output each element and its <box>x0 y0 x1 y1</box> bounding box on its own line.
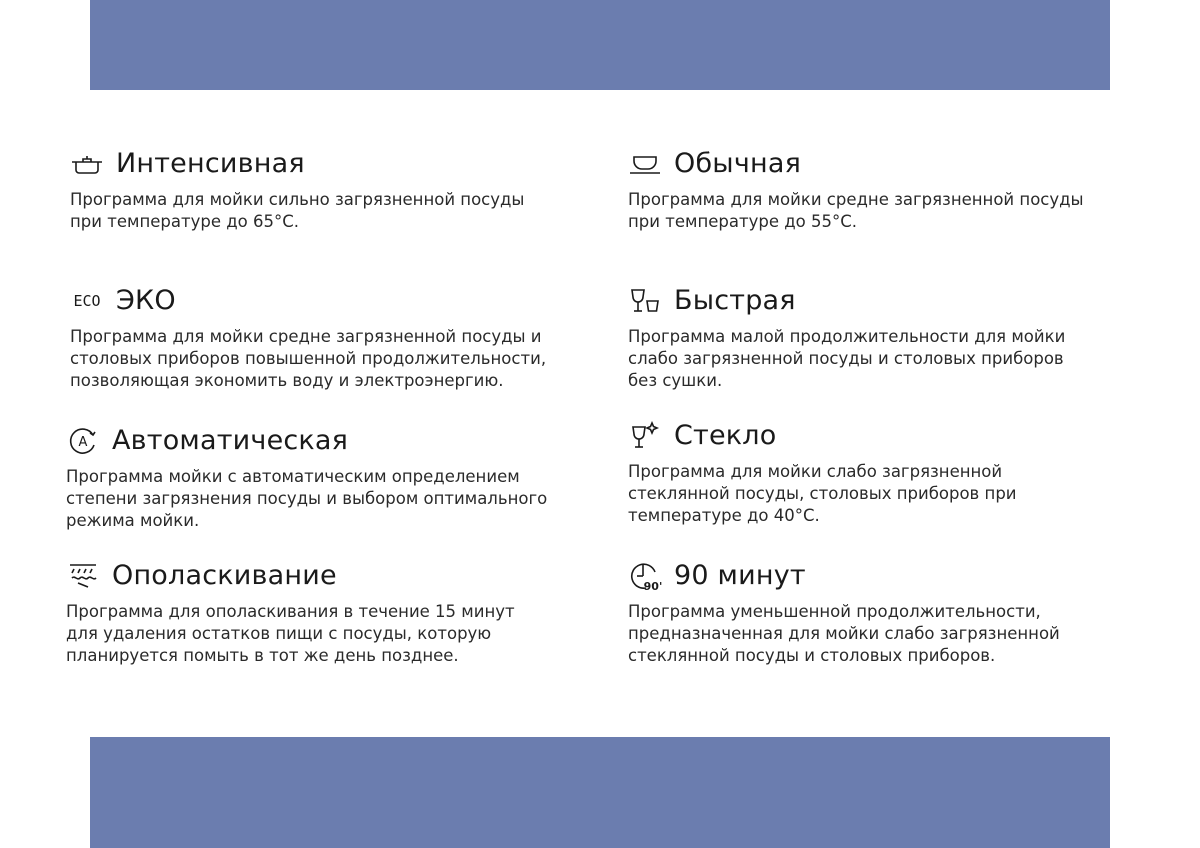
glass-cup-icon <box>628 286 662 316</box>
program-normal <box>628 147 1084 233</box>
program-description: Программа мойки с автоматическим определением степени загрязнения посуды и выбором оптимального режима мойки. <box>66 467 548 530</box>
eco-icon: ECO <box>73 292 101 310</box>
program-description: Программа уменьшенной продолжительности, предназначенная для мойки слабо загрязненной стеклянной посуды и столовых приборов. <box>628 602 1060 665</box>
timer-90-icon <box>628 561 662 591</box>
program-description: Программа для ополаскивания в течение 15 минут для удаления остатков пищи с посуды, которую планируется помыть в тот же день позднее. <box>66 602 515 665</box>
program-description: Программа для мойки сильно загрязненной посуды при температуре до 65°С. <box>70 190 525 231</box>
program-title: Стекло <box>674 420 777 451</box>
program-description: Программа для мойки средне загрязненной посуды и столовых приборов повышенной продолжительности, позволяющая экономить воду и электроэнергию. <box>70 327 547 390</box>
rinse-icon <box>66 561 100 591</box>
program-rinse <box>66 559 515 667</box>
top-banner <box>90 0 1110 90</box>
program-title: ЭКО <box>116 285 176 316</box>
program-description: Программа для мойки слабо загрязненной стеклянной посуды, столовых приборов при температуре до 40°С. <box>628 462 1017 525</box>
cup-plate-icon <box>628 149 662 179</box>
program-description: Программа для мойки средне загрязненной посуды при температуре до 55°С. <box>628 190 1084 231</box>
program-quick <box>628 284 1065 392</box>
svg-text:A: A <box>78 435 88 450</box>
pot-icon <box>70 149 104 179</box>
program-title: Ополаскивание <box>112 560 337 591</box>
svg-text:90': 90' <box>643 580 662 592</box>
program-title: Обычная <box>674 148 802 179</box>
sparkle-glass-icon <box>628 421 662 451</box>
auto-icon <box>66 426 100 456</box>
program-90-min <box>628 559 1060 667</box>
program-title: Автоматическая <box>112 425 349 456</box>
bottom-banner <box>90 737 1110 848</box>
program-glass <box>628 419 1017 527</box>
program-title: Интенсивная <box>116 148 305 179</box>
program-eco <box>70 284 546 392</box>
program-description: Программа малой продолжительности для мойки слабо загрязненной посуды и столовых приборов без сушки. <box>628 327 1066 390</box>
program-title: 90 минут <box>674 560 806 591</box>
program-intensive <box>70 147 524 233</box>
program-auto <box>66 424 547 532</box>
program-title: Быстрая <box>674 285 796 316</box>
